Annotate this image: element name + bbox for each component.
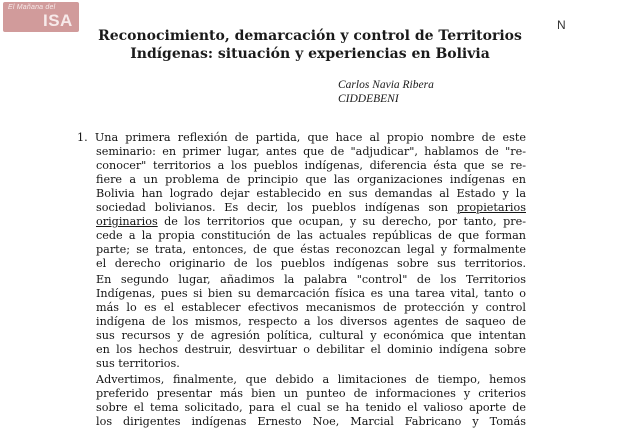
body-line: los dirigentes indígenas Ernesto Noe, Marcial Fabricano y Tomás <box>96 415 526 428</box>
logo-small-text: El Mañana del <box>8 4 56 11</box>
body-line: originarios de los territorios que ocupan, y su derecho, por tanto, pre- <box>96 215 526 228</box>
body-line: Advertimos, finalmente, que debido a limitaciones de tiempo, hemos <box>96 373 526 386</box>
body-line: parte; se trata, entonces, de que éstas reconozcan legal y formalmente <box>96 243 526 256</box>
body-line: 1. Una primera reflexión de partida, que hace al propio nombre de este <box>77 131 526 144</box>
body-line: sociedad bolivianos. Es decir, los pueblos indígenas son propietarios <box>96 201 526 214</box>
body-line: más lo es el establecer efectivos mecanismos de protección y control <box>96 301 526 314</box>
body-line: en los hechos destruir, desvirtuar o debilitar el dominio indígena sobre <box>96 343 526 356</box>
body-line: cede a la propia constitución de las actuales repúblicas de que forman <box>96 229 526 242</box>
author-name: Carlos Navia Ribera <box>338 79 434 91</box>
body-line: el derecho originario de los pueblos indígenas sobre sus territorios. <box>96 257 526 270</box>
body-line: Bolivia han logrado dejar establecido en sus demandas al Estado y la <box>96 187 526 200</box>
body-line: sobre el tema solicitado, para el cual se ha tenido el valioso aporte de <box>96 401 526 414</box>
body-line: fiere a un problema de principio que las organizaciones indígenas en <box>96 173 526 186</box>
logo-big-text: ISA <box>43 11 73 30</box>
body-line: En segundo lugar, añadimos la palabra "control" de los Territorios <box>96 273 526 286</box>
body-line: Indígenas, pues si bien su demarcación física es una tarea vital, tanto o <box>96 287 526 300</box>
title-line-1: Reconocimiento, demarcación y control de Territorios <box>98 28 522 44</box>
body-line: sus territorios. <box>96 357 180 370</box>
corner-mark: N <box>557 18 566 32</box>
body-line: conocer" territorios a los pueblos indígenas, diferencia ésta que se re- <box>96 159 526 172</box>
body-line: indígena de los mismos, respecto a los diversos agentes de saqueo de <box>96 315 526 328</box>
body-line: seminario: en primer lugar, antes que de "adjudicar", hablamos de "re- <box>96 145 526 158</box>
author-organization: CIDDEBENI <box>338 93 399 105</box>
body-line: sus recursos y de agresión política, cultural y económica que intentan <box>96 329 526 342</box>
title-line-2: Indígenas: situación y experiencias en Bolivia <box>130 46 490 62</box>
body-line: preferido presentar más bien un punteo de informaciones y criterios <box>96 387 526 400</box>
